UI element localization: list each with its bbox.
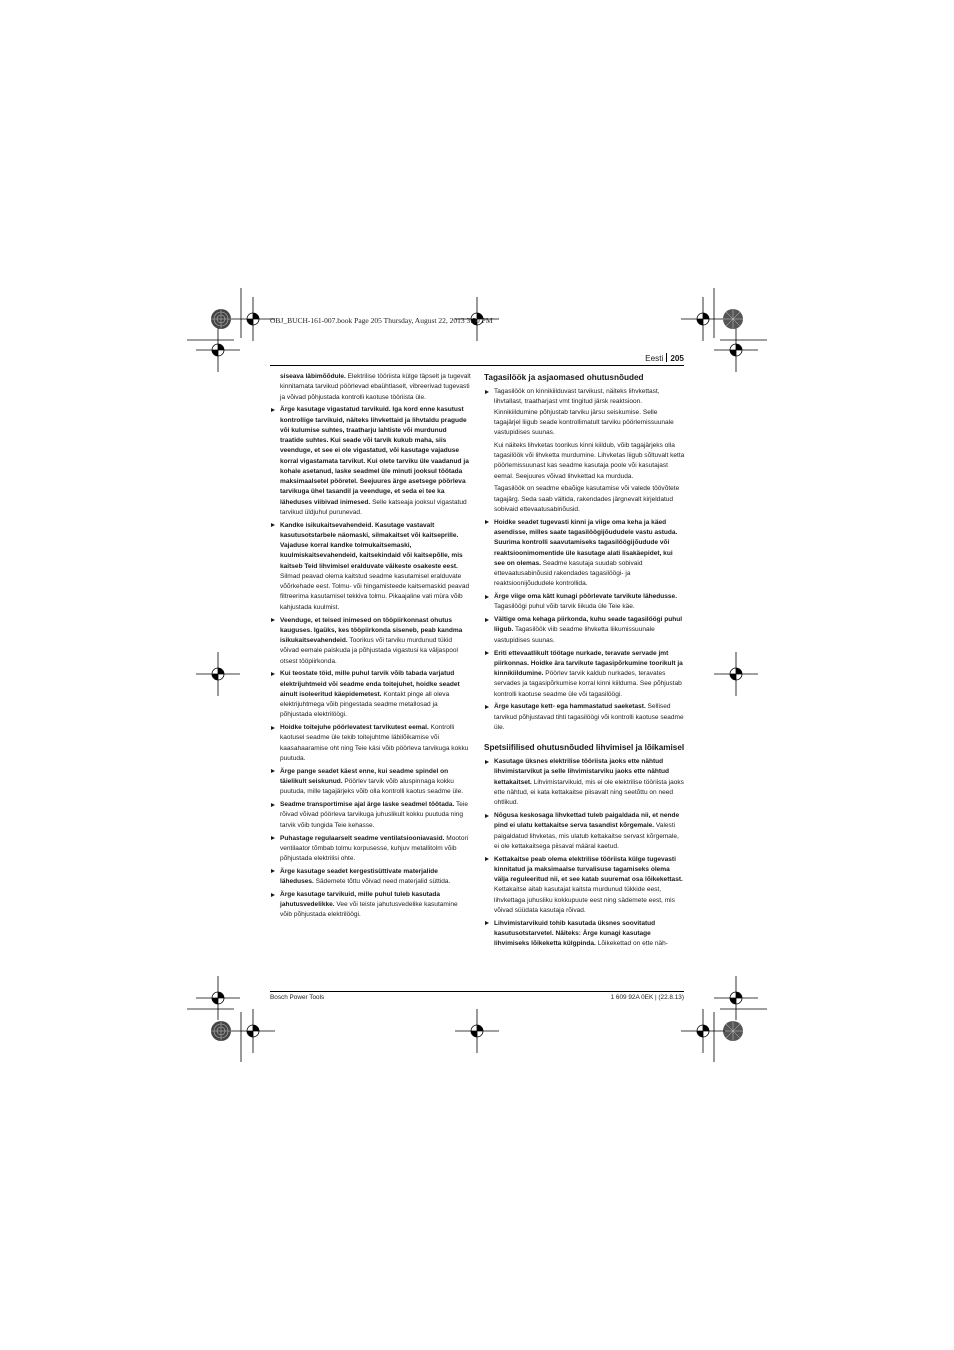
page-header [645,353,684,363]
header-rule [270,365,684,366]
triangle-bullet-icon [485,651,489,655]
triangle-bullet-icon [271,836,275,840]
kickback-paragraph: Kui näiteks lihvketas toorikus kinni kiildub, võib tagajärjeks olla tagasilöök või lihvketta murdumine. Lihvketas liigub sõltuvalt ketta pöörlemissuunast kas seadme kasutaja poole või kasutajast eemal. Seejuures võivad lihvkettad ka murduda. [494,441,685,480]
triangle-bullet-icon [271,672,275,676]
section-heading-grinding: Spetsiifilised ohutusnõuded lihvimisel ja lõikamisel [484,743,685,753]
list-item: Kui teostate töid, mille puhul tarvik võib tabada varjatud elektrijuhtmeid või seadme enda toitejuhet, hoidke seadet ainult isoleeritud käepidemetest. Kontakt pinge all oleva elektrijuhtmega võib pingestada seadme metallosad ja põhjustada elektrilöögi. [270,669,471,720]
triangle-bullet-icon [271,618,275,622]
intro-text: Elektrilise tööriista külge täpselt ja tugevalt kinnitamata tarvikud pöörlevad ebaühtlaselt, vibreerivad tugevasti ja võivad põhjustada kontrolli kaotuse tööriista üle. [280,373,471,401]
header-separator [666,353,667,362]
triangle-bullet-icon [271,726,275,730]
intro-paragraph [270,372,471,403]
list-item: Ärge kasutage vigastatud tarvikuid. Iga kord enne kasutust kontrollige tarvikuid, näiteks lihvkettaid ja lihvtaldu pragude või kulumise suhtes, traatharju lahtiste või murdunud traatide suhtes. Kui seade või tarvik kukub maha, siis veenduge, et see ei ole vigastatud, või kasutage vajaduse korral vigastamata tarvikut. Kui olete tarviku üle vaadanud ja kohale asetanud, laske seadmel üle minuti jooksul töötada maksimaalsetel pööretel. Seejuures ärge asetsege pöörleva tarvikuga ühel tasandil ja veenduge, et seda ei tee ka läheduses viibivad inimesed. Selle katseaja jooksul vigastatud tarvikud üldjuhul purunevad. [270,405,471,518]
left-column [270,372,471,923]
triangle-bullet-icon [271,869,275,873]
triangle-bullet-icon [485,814,489,818]
list-item: Vältige oma kehaga piirkonda, kuhu seade tagasilöögi puhul liigub. Tagasilöök viib seadme lihvketta liikumissuunale vastupidises suunas. [484,615,685,646]
triangle-bullet-icon [485,705,489,709]
list-item: Ärge kasutage seadet kergestisüttivate materjalide läheduses. Sädemete tõttu võivad need materjalid süttida. [270,867,471,888]
list-item: Hoidke seadet tugevasti kinni ja viige oma keha ja käed asendisse, milles saate tagasilöögijõududele vastu astuda. Suurima kontrolli saavutamiseks tagasilöögijõudude või reaktsioonimomentide üle kasutage alati lisakäepidet, kui see on olemas. Seadme kasutaja suudab sobivaid ettevaatusabinõusid rakendades tagasilöögi- ja reaktsioonijõududele kontrollida. [484,518,685,590]
triangle-bullet-icon [485,921,489,925]
triangle-bullet-icon [271,803,275,807]
triangle-bullet-icon [271,893,275,897]
section-heading-kickback: Tagasilöök ja asjaomased ohutusnõuded [484,373,644,382]
list-item: Eriti ettevaatlikult töötage nurkade, teravate servade jmt piirkonnas. Hoidke ära tarvikute tagasipõrkumine toorikult ja kinnikiildumine. Pöörlev tarvik kaldub nurkades, teravates servades ja tagasipõrkumise korral kinni kiilduma. See põhjustab kontrolli kaotuse seadme üle või tagasilöögi. [484,649,685,700]
list-item: Kandke isikukaitsevahendeid. Kasutage vastavalt kasutusotstarbele näomaski, silmakaitset või kaitseprille. Vajaduse korral kandke tolmukaitsemaski, kuulmiskaitsevahendeid, kaitsekindaid või kaitsepõlle, mis kaitseb Teid lihvimisel eralduvate väikeste osakeste eest. Silmad peavad olema kaitstud seadme kasutamisel eralduvate võõrkehade eest. Tolmu- või hingamisteede kaitsemaskid peavad filtreerima kasutamisel tekkiva tolmu. Pikaajaline vali müra võib kahjustada kuulmist. [270,521,471,613]
footer-rule [270,991,684,992]
list-item: Ärge viige oma kätt kunagi pöörlevate tarvikute lähedusse. Tagasilöögi puhul võib tarvik liikuda üle Teie käe. [484,592,685,613]
list-item: Nõgusa keskosaga lihvkettad tuleb paigaldada nii, et nende pind ei ulatu kettakaitse serva tasandist kõrgemale. Valesti paigaldatud lihvketas, mis ulatub kettakaitse servast kõrgemale, ei ole kettakaitsega piisaval määral kaetud. [484,811,685,852]
list-item: Tagasilöök on kinnikiilduvast tarvikust, näiteks lihvkettast, lihvtallast, traatharjast vmt tingitud järsk reaktsioon. Kinnikiildumine põhjustab tarviku järsu seiskumise. Selle tagajärjel liigub seade kontrollimatult tarviku pöörlemissuunale vastupidises suunas. [484,387,685,438]
list-item: Seadme transportimise ajal ärge laske seadmel töötada. Teie rõivad võivad pöörleva tarvikuga juhuslikult kokku puutuda ning tarvik võib tungida Teie kehasse. [270,800,471,831]
footer-brand: Bosch Power Tools [270,994,325,1001]
list-item: Puhastage regulaarselt seadme ventilatsiooniavasid. Mootori ventilaator tõmbab tolmu korpusesse, kuhjuv metallitolm võib põhjustada elektrilisi ohte. [270,834,471,865]
triangle-bullet-icon [485,390,489,394]
kickback-paragraph: Tagasilöök on seadme ebaõige kasutamise või valede töövõtete tagajärg. Seda saab vältida, rakendades järgnevalt kirjeldatud sobivaid ettevaatusabinõusid. [494,485,680,513]
list-item: Hoidke toitejuhe pöörlevatest tarvikutest eemal. Kontrolli kaotusel seadme üle tekib toitejuhtme läbilõikamise või kaasahaaramise oht ning Teie käsi võib pöörleva tarvikuga kokku puutuda. [270,723,471,764]
list-item: Ärge kasutage kett- ega hammastatud saeketast. Sellised tarvikud põhjustavad tihti tagasilöögi või kontrolli kaotuse seadme üle. [484,702,685,733]
triangle-bullet-icon [485,857,489,861]
page-number: 205 [670,354,684,363]
triangle-bullet-icon [485,595,489,599]
triangle-bullet-icon [485,618,489,622]
right-column [484,372,685,952]
intro-bold: siseava läbimõõdule. [280,373,346,380]
list-item: Lihvimistarvikuid tohib kasutada üksnes soovitatud kasutusotstarvetel. Näiteks: Ärge kunagi kasutage lihvimiseks lõikeketta külgpinda. Lõikekettad on ette näh- [484,919,685,950]
footer-code: 1 609 92A 0EK | (22.8.13) [610,994,684,1001]
header-language: Eesti [645,354,664,363]
list-item: Ärge pange seadet käest enne, kui seadme spindel on täielikult seiskunud. Pöörlev tarvik võib aluspinnaga kokku puutuda, mille tagajärjeks võib olla kontrolli kaotus seadme üle. [270,767,471,798]
list-item: Kettakaitse peab olema elektrilise tööriista külge tugevasti kinnitatud ja maksimaalse turvalisuse tagamiseks olema välja reguleeritud nii, et see katab suuremat osa lõikekettast. Kettakaitse aitab kasutajat kaitsta murdunud tükkide eest, lihvkettaga juhusliku kokkupuute eest ning sädemete eest, mis võivad süüdata kasutaja rõivad. [484,855,685,917]
triangle-bullet-icon [271,408,275,412]
list-item: Veenduge, et teised inimesed on tööpiirkonnast ohutus kauguses. Igaüks, kes tööpiirkonda siseneb, peab kandma isikukaitsevahendeid. Toorikus või tarviku murdunud tükid võivad eemale paiskuda ja põhjustada vigastusi ka väljaspool otsest tööpiirkonda. [270,616,471,667]
triangle-bullet-icon [485,520,489,524]
list-item: Kasutage üksnes elektrilise tööriista jaoks ette nähtud lihvimistarvikut ja selle lihvimistarviku jaoks ette nähtud kettakaitset. Lihvimistarvikuid, mis ei ole elektrilise tööriista jaoks ette nähtud, ei kata kettakaitse piisavalt ning seetõttu on need ohtlikud. [484,757,685,808]
list-item: Ärge kasutage tarvikuid, mille puhul tuleb kasutada jahutusvedelikke. Vee või teiste jahutusvedelike kasutamine võib põhjustada elektrilöögi. [270,890,471,921]
triangle-bullet-icon [485,760,489,764]
slug-line: OBJ_BUCH-161-007.book Page 205 Thursday, August 22, 2013 3:50 PM [270,316,493,325]
triangle-bullet-icon [271,523,275,527]
triangle-bullet-icon [271,769,275,773]
